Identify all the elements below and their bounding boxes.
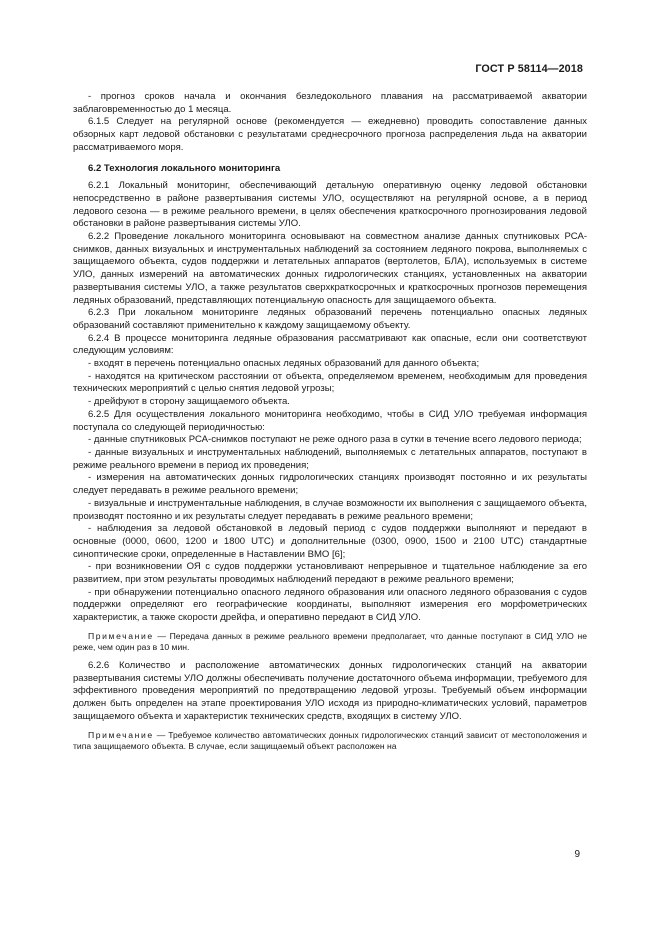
note-label: Примечание bbox=[88, 630, 154, 641]
document-header: ГОСТ Р 58114—2018 bbox=[475, 63, 583, 75]
section-heading: 6.2 Технология локального мониторинга bbox=[88, 162, 281, 174]
paragraph: 6.2.1 Локальный мониторинг, обеспечивающий детальную оперативную оценку ледовой обстановки непосредственно в районе развертывания системы УЛО, осуществляют на регулярной основе, а в период ледового сезона — в режиме реального времени, в целях обеспечения краткосрочного прогнозирования ледовой обстановки в районе развертывания системы УЛО. bbox=[73, 180, 587, 230]
list-item: - входят в перечень потенциально опасных ледяных образований для данного объекта; bbox=[88, 358, 480, 370]
list-item: - наблюдения за ледовой обстановкой в ледовый период с судов поддержки выполняют и передают в основные (0000, 0600, 1200 и 1800 UTC) и дополнительные (0300, 0900, 1500 и 2100 UTC) стандартные синоптические сроки, определенные в Наставлении ВМО [6]; bbox=[73, 523, 587, 560]
paragraph: 6.1.5 Следует на регулярной основе (рекомендуется — ежедневно) проводить сопоставление данных обзорных карт ледовой обстановки с результатами среднесрочного прогноза распределения льда на акватории рассматриваемого моря. bbox=[73, 116, 587, 153]
note bbox=[73, 730, 587, 753]
document-body bbox=[73, 91, 587, 753]
list-item: - данные визуальных и инструментальных наблюдений, выполняемых с летательных аппаратов, поступают в режиме реального времени в период их проведения; bbox=[73, 446, 587, 471]
paragraph: 6.2.6 Количество и расположение автоматических донных гидрологических станций на акватории развертывания системы УЛО должны обеспечивать получение достаточного объема информации, требуемого для эффективного проведения мероприятий по предотвращению ледовой угрозы. Требуемый объем информации должен быть определен на этапе проектирования УЛО исходя из природно-климатических условий, параметров защищаемого объекта и характеристик технических средств, входящих в систему УЛО. bbox=[73, 660, 587, 722]
note-label: Примечание bbox=[88, 729, 154, 740]
list-item: - при обнаружении потенциально опасного ледяного образования или опасного ледяного образования с судов поддержки определяют его географические координаты, выполняют измерения его морфометрических характеристик, а также скорости дрейфа, и оперативно передают в СИД УЛО. bbox=[73, 586, 587, 624]
paragraph: 6.2.4 В процессе мониторинга ледяные образования рассматривают как опасные, если они соответствуют следующим условиям: bbox=[73, 332, 587, 357]
paragraph: 6.2.5 Для осуществления локального мониторинга необходимо, чтобы в СИД УЛО требуемая информация поступала со следующей периодичностью: bbox=[73, 408, 587, 433]
note-text: — Требуемое количество автоматических донных гидрологических станций зависит от местоположения и типа защищаемого объекта. В случае, если защищаемый объект расположен на bbox=[73, 729, 587, 752]
list-item: - дрейфуют в сторону защищаемого объекта. bbox=[88, 396, 290, 408]
list-item: - находятся на критическом расстоянии от объекта, определяемом временем, необходимым для проведения технических мероприятий с целью снятия ледовой угрозы; bbox=[73, 370, 587, 395]
paragraph: 6.2.3 При локальном мониторинге ледяных образований перечень потенциально опасных ледяных образований составляют применительно к каждому защищаемому объекту. bbox=[73, 307, 587, 331]
list-item: - измерения на автоматических донных гидрологических станциях производят постоянно и их результаты следует передавать в режиме реального времени; bbox=[73, 472, 587, 497]
list-item: - данные спутниковых РСА-снимков поступают не реже одного раза в сутки в течение всего ледового периода; bbox=[88, 434, 582, 446]
note-text: — Передача данных в режиме реального времени предполагает, что данные поступают в СИД УЛО не реже, чем один раз в 10 мин. bbox=[73, 630, 587, 653]
list-item: - визуальные и инструментальные наблюдения, в случае возможности их выполнения с защищаемого объекта, производят постоянно и их результаты следует передавать в режиме реального времени; bbox=[73, 497, 587, 522]
note bbox=[73, 631, 587, 654]
paragraph: 6.2.2 Проведение локального мониторинга основывают на совместном анализе данных спутниковых РСА-снимков, данных визуальных и инструментальных наблюдений за состоянием ледяного покрова, выполняемых с защищаемого объекта, судов поддержки и летательных аппаратов (вертолетов, БЛА), используемых в системе УЛО, данных измерений на автоматических донных гидрологических станциях, установленных на акватории развертывания системы УЛО, а также результатов сверхкраткосрочных и краткосрочных прогнозов перемещения ледяных образований, представляющих потенциальную опасность для защищаемого объекта. bbox=[73, 231, 587, 306]
list-item: - при возникновении ОЯ с судов поддержки установливают непрерывное и тщательное наблюдение за его развитием, при этом результаты проводимых наблюдений передают в режиме реального времени; bbox=[73, 561, 587, 586]
paragraph: - прогноз сроков начала и окончания безледокольного плавания на рассматриваемой акватории заблаговременностью до 1 месяца. bbox=[73, 91, 587, 115]
page-number: 9 bbox=[574, 849, 580, 860]
